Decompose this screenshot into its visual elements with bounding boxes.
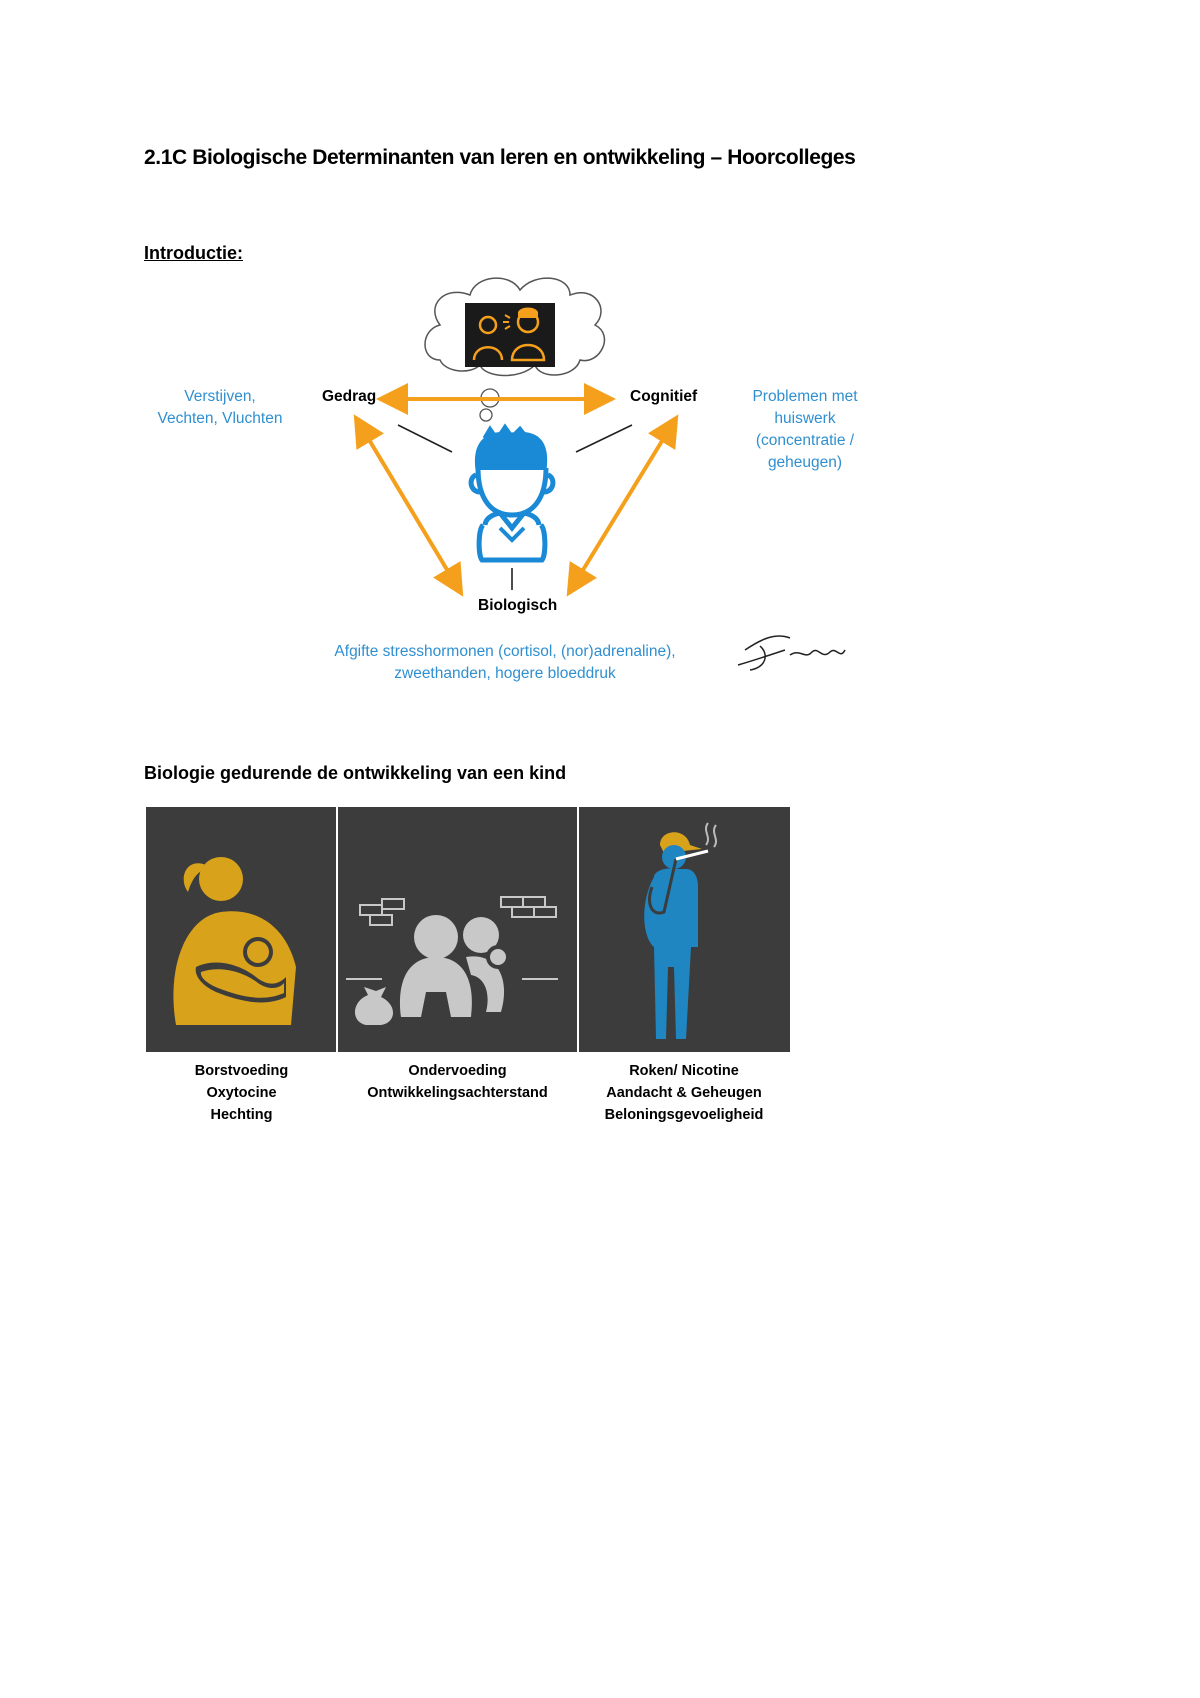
cognitief-examples: Problemen met huiswerk (concentratie / geheugen) bbox=[752, 388, 858, 471]
breastfeeding-icon bbox=[173, 857, 296, 1025]
panel-caption-3: Roken/ Nicotine Aandacht & Geheugen Beloningsgevoeligheid bbox=[604, 1063, 764, 1123]
node-gedrag: Gedrag bbox=[322, 388, 377, 405]
panel-caption-1: Borstvoeding Oxytocine Hechting bbox=[194, 1063, 289, 1123]
child-icon bbox=[471, 426, 553, 560]
malnutrition-icon bbox=[346, 897, 558, 1025]
development-panels bbox=[146, 807, 790, 1052]
node-cognitief: Cognitief bbox=[630, 388, 698, 405]
panel-caption-2: Ondervoeding Ontwikkelingsachterstand bbox=[367, 1063, 548, 1101]
arrow-gedrag-biologisch bbox=[362, 428, 455, 583]
intro-heading: Introductie: bbox=[144, 243, 243, 263]
node-biologisch: Biologisch bbox=[478, 597, 558, 614]
gedrag-examples: Verstijven, Vechten, Vluchten bbox=[157, 388, 283, 427]
biologisch-examples: Afgifte stresshormonen (cortisol, (nor)adrenaline), zweethanden, hogere bloeddruk bbox=[334, 643, 676, 682]
section-heading: Biologie gedurende de ontwikkeling van een kind bbox=[144, 763, 567, 783]
thought-cloud-icon bbox=[425, 278, 604, 421]
page-title: 2.1C Biologische Determinanten van leren en ontwikkeling – Hoorcolleges bbox=[144, 146, 856, 169]
erasmus-logo-icon bbox=[738, 636, 845, 670]
biopsychosocial-diagram bbox=[0, 0, 1200, 720]
arrow-cognitief-biologisch bbox=[575, 428, 670, 583]
diagram-graphics bbox=[0, 0, 1200, 720]
smoking-icon bbox=[644, 823, 716, 1039]
